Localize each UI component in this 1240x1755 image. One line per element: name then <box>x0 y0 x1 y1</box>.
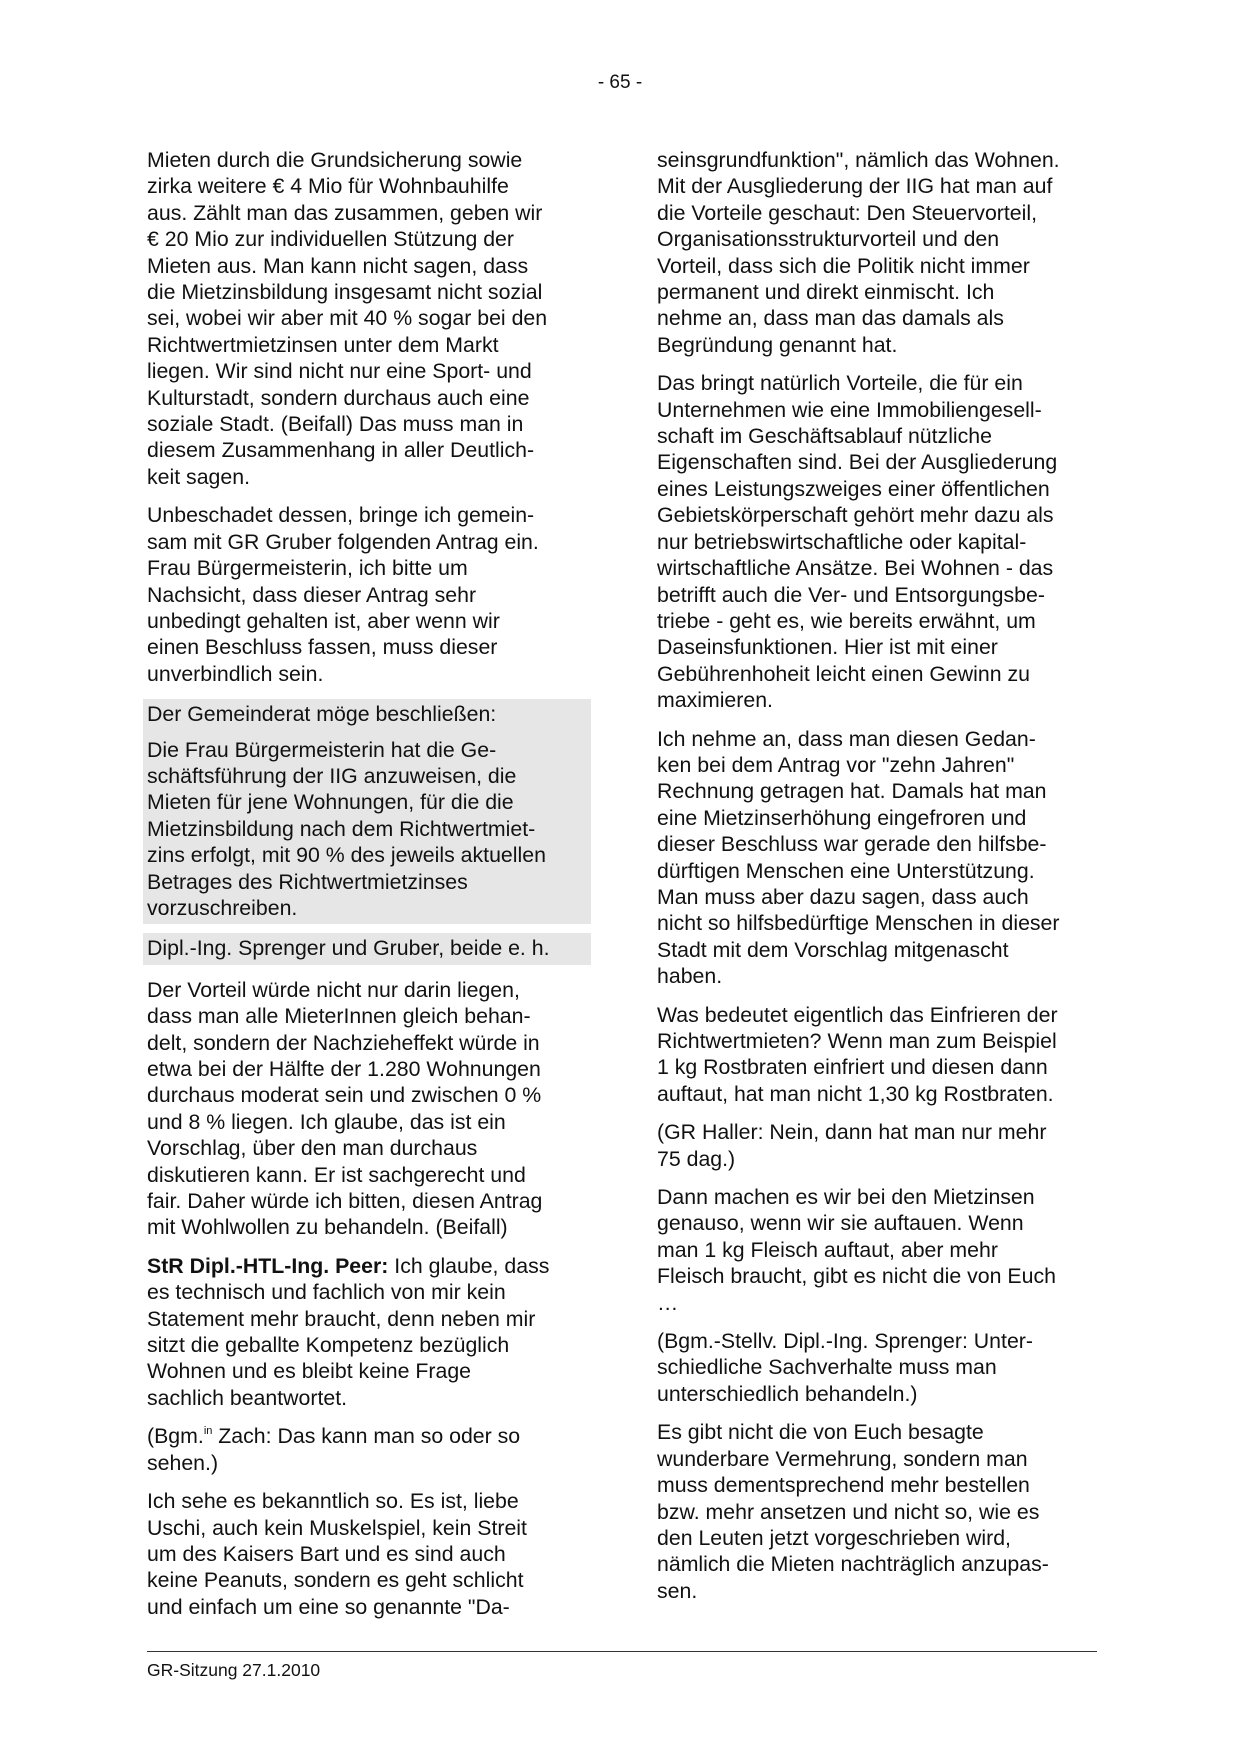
line: … <box>657 1290 679 1315</box>
line: Stadt mit dem Vorschlag mitgenascht <box>657 937 1009 962</box>
line: nur betriebswirtschaftliche oder kapital- <box>657 529 1027 554</box>
paragraph <box>657 1184 1097 1316</box>
line: auftaut, hat man nicht 1,30 kg Rostbraten. <box>657 1081 1054 1106</box>
line: mit Wohlwollen zu behandeln. (Beifall) <box>147 1215 508 1240</box>
line: Unbeschadet dessen, bringe ich gemein- <box>147 503 535 528</box>
line: Betrages des Richtwertmietzinses <box>147 869 468 894</box>
line: Richtwertmietzinsen unter dem Markt <box>147 332 499 357</box>
line: Mit der Ausgliederung der IIG hat man auf <box>657 174 1053 199</box>
line: maximieren. <box>657 688 773 713</box>
line: nicht so hilfsbedürftige Menschen in dieser <box>657 911 1060 936</box>
line: nehme an, dass man das damals als <box>657 306 1004 331</box>
interjection <box>657 1328 1097 1407</box>
line: fair. Daher würde ich bitten, diesen Antrag <box>147 1189 543 1214</box>
line: zins erfolgt, mit 90 % des jeweils aktuellen <box>147 843 546 868</box>
line: genauso, wenn wir sie auftauen. Wenn <box>657 1211 1024 1236</box>
line: Eigenschaften sind. Bei der Ausgliederung <box>657 450 1058 475</box>
paragraph <box>147 977 587 1241</box>
line: Frau Bürgermeisterin, ich bitte um <box>147 556 468 581</box>
footer-text: GR-Sitzung 27.1.2010 <box>147 1660 321 1680</box>
right-column <box>657 147 1097 1616</box>
line: Richtwertmieten? Wenn man zum Beispiel <box>657 1029 1057 1053</box>
line: Mietzinsbildung nach dem Richtwertmiet- <box>147 816 536 841</box>
interjection <box>147 1423 587 1476</box>
line: permanent und direkt einmischt. Ich <box>657 280 995 305</box>
line: Dipl.-Ing. Sprenger und Gruber, beide e. h. <box>147 936 550 961</box>
line: sehen.) <box>147 1450 219 1475</box>
paragraph <box>147 1488 587 1620</box>
paragraph <box>147 147 587 490</box>
line: diesem Zusammenhang in aller Deutlich- <box>147 438 535 463</box>
paragraph <box>657 370 1097 713</box>
line: Man muss aber dazu sagen, dass auch <box>657 884 1029 909</box>
line: Organisationsstrukturvorteil und den <box>657 227 1000 252</box>
line: Vorteil, dass sich die Politik nicht immer <box>657 253 1030 278</box>
line: und 8 % liegen. Ich glaube, das ist ein <box>147 1109 506 1134</box>
line: dürftigen Menschen eine Unterstützung. <box>657 858 1035 883</box>
page-number: - 65 - <box>597 72 643 93</box>
line: sam mit GR Gruber folgenden Antrag ein. <box>147 529 539 554</box>
line: dass man alle MieterInnen gleich behan- <box>147 1004 531 1029</box>
line: die Mietzinsbildung insgesamt nicht sozial <box>147 280 543 305</box>
line: um des Kaisers Bart und es sind auch <box>147 1541 506 1566</box>
left-column <box>147 147 587 1632</box>
paragraph <box>657 1419 1097 1604</box>
superscript: in <box>203 1425 213 1438</box>
line: 75 dag.) <box>657 1146 736 1171</box>
line: man 1 kg Fleisch auftaut, aber mehr <box>657 1237 998 1262</box>
line: Wohnen und es bleibt keine Frage <box>147 1359 472 1384</box>
line: die Vorteile geschaut: Den Steuervorteil, <box>657 200 1038 225</box>
line: haben. <box>657 964 723 989</box>
line: vorzuschreiben. <box>147 895 298 920</box>
line: dieser Beschluss war gerade den hilfsbe- <box>657 832 1047 857</box>
line: Das bringt natürlich Vorteile, die für ein <box>657 371 1023 396</box>
line: schiedliche Sachverhalte muss man <box>657 1355 997 1380</box>
line: Nachsicht, dass dieser Antrag sehr <box>147 582 477 607</box>
line: Es gibt nicht die von Euch besagte <box>657 1420 984 1445</box>
line: Begründung genannt hat. <box>657 332 898 357</box>
line: liegen. Wir sind nicht nur eine Sport- und <box>147 359 532 384</box>
line: aus. Zählt man das zusammen, geben wir <box>147 200 543 225</box>
line: unverbindlich sein. <box>147 661 324 686</box>
line: keit sagen. <box>147 464 251 489</box>
line: € 20 Mio zur individuellen Stützung der <box>147 227 514 252</box>
line: Kulturstadt, sondern durchaus auch eine <box>147 385 530 410</box>
line: den Leuten jetzt vorgeschrieben wird, <box>657 1525 1011 1550</box>
line: einen Beschluss fassen, muss dieser <box>147 635 498 660</box>
speaker-name: StR Dipl.-HTL-Ing. Peer: <box>147 1253 389 1278</box>
line: sen. <box>657 1578 698 1603</box>
line: wirtschaftliche Ansätze. Bei Wohnen - das <box>657 556 1054 581</box>
motion-block <box>143 699 591 924</box>
line: Die Frau Bürgermeisterin hat die Ge- <box>147 737 497 762</box>
line: (Bgm.-Stellv. Dipl.-Ing. Sprenger: Unter- <box>657 1329 1033 1354</box>
line: Fleisch braucht, gibt es nicht die von Euch <box>657 1264 1056 1289</box>
footer-divider <box>147 1651 1097 1652</box>
line: delt, sondern der Nachzieheffekt würde in <box>147 1030 540 1055</box>
line: zirka weitere € 4 Mio für Wohnbauhilfe <box>147 174 509 199</box>
line: bzw. mehr ansetzen und nicht so, wie es <box>657 1499 1040 1524</box>
line: betrifft auch die Ver- und Entsorgungsbe- <box>657 582 1045 607</box>
line: nämlich die Mieten nachträglich anzupas- <box>657 1552 1049 1577</box>
line: (GR Haller: Nein, dann hat man nur mehr <box>657 1120 1047 1145</box>
paragraph <box>657 147 1097 358</box>
line: Uschi, auch kein Muskelspiel, kein Streit <box>147 1515 527 1540</box>
line: durchaus moderat sein und zwischen 0 % <box>147 1083 542 1108</box>
line: unterschiedlich behandeln.) <box>657 1381 918 1406</box>
line: sei, wobei wir aber mit 40 % sogar bei den <box>147 306 548 331</box>
speech-lines <box>147 1279 587 1411</box>
line: es technisch und fachlich von mir kein <box>147 1280 506 1305</box>
line: Mieten durch die Grundsicherung sowie <box>147 148 523 172</box>
line: diskutieren kann. Er ist sachgerecht und <box>147 1162 526 1187</box>
line: keine Peanuts, sondern es geht schlicht <box>147 1568 524 1593</box>
line: Unternehmen wie eine Immobiliengesell- <box>657 397 1042 422</box>
line: etwa bei der Hälfte der 1.280 Wohnungen <box>147 1057 541 1081</box>
line: triebe - geht es, wie bereits erwähnt, um <box>657 608 1036 633</box>
line: Rechnung getragen hat. Damals hat man <box>657 779 1047 804</box>
line: seinsgrundfunktion", nämlich das Wohnen. <box>657 148 1060 172</box>
motion-text <box>147 737 587 922</box>
line: sitzt die geballte Kompetenz bezüglich <box>147 1333 510 1358</box>
paragraph <box>147 502 587 687</box>
line: Ich sehe es bekanntlich so. Es ist, liebe <box>147 1489 519 1514</box>
line <box>147 1253 587 1279</box>
interjection <box>657 1119 1097 1172</box>
line: Vorschlag, über den man durchaus <box>147 1136 478 1161</box>
line: schäftsführung der IIG anzuweisen, die <box>147 763 517 788</box>
line: 1 kg Rostbraten einfriert und diesen dann <box>657 1055 1048 1080</box>
line: Mieten aus. Man kann nicht sagen, dass <box>147 253 529 278</box>
speech-paragraph <box>147 1253 587 1411</box>
paragraph <box>657 726 1097 990</box>
line: muss dementsprechend mehr bestellen <box>657 1473 1030 1498</box>
line: schaft im Geschäftsablauf nützliche <box>657 424 992 449</box>
line: Der Vorteil würde nicht nur darin liegen, <box>147 977 520 1002</box>
line: Ich nehme an, dass man diesen Gedan- <box>657 726 1036 751</box>
motion-intro <box>147 701 587 727</box>
line: Der Gemeinderat möge beschließen: <box>147 702 497 727</box>
line: Was bedeutet eigentlich das Einfrieren der <box>657 1002 1058 1027</box>
line: unbedingt gehalten ist, aber wenn wir <box>147 608 500 633</box>
line: Gebietskörperschaft gehört mehr dazu als <box>657 503 1054 528</box>
line: soziale Stadt. (Beifall) Das muss man in <box>147 412 524 437</box>
line: wunderbare Vermehrung, sondern man <box>657 1446 1028 1471</box>
line: (Bgm.$^{in}$ Zach: Das kann man so oder so <box>147 1424 521 1449</box>
line: Daseinsfunktionen. Hier ist mit einer <box>657 635 998 660</box>
motion-signers <box>143 933 591 964</box>
line: ken bei dem Antrag vor "zehn Jahren" <box>657 752 1015 777</box>
speech-first-line: Ich glaube, dass <box>388 1253 550 1278</box>
line: Mieten für jene Wohnungen, für die die <box>147 790 514 815</box>
line: und einfach um eine so genannte "Da- <box>147 1594 510 1619</box>
line: Statement mehr braucht, denn neben mir <box>147 1306 536 1331</box>
line: sachlich beantwortet. <box>147 1385 348 1410</box>
line: Dann machen es wir bei den Mietzinsen <box>657 1185 1035 1210</box>
line: eines Leistungszweiges einer öffentlichen <box>657 476 1050 501</box>
line: Gebührenhoheit leicht einen Gewinn zu <box>657 661 1030 686</box>
line: eine Mietzinserhöhung eingefroren und <box>657 805 1027 830</box>
paragraph <box>657 1002 1097 1108</box>
